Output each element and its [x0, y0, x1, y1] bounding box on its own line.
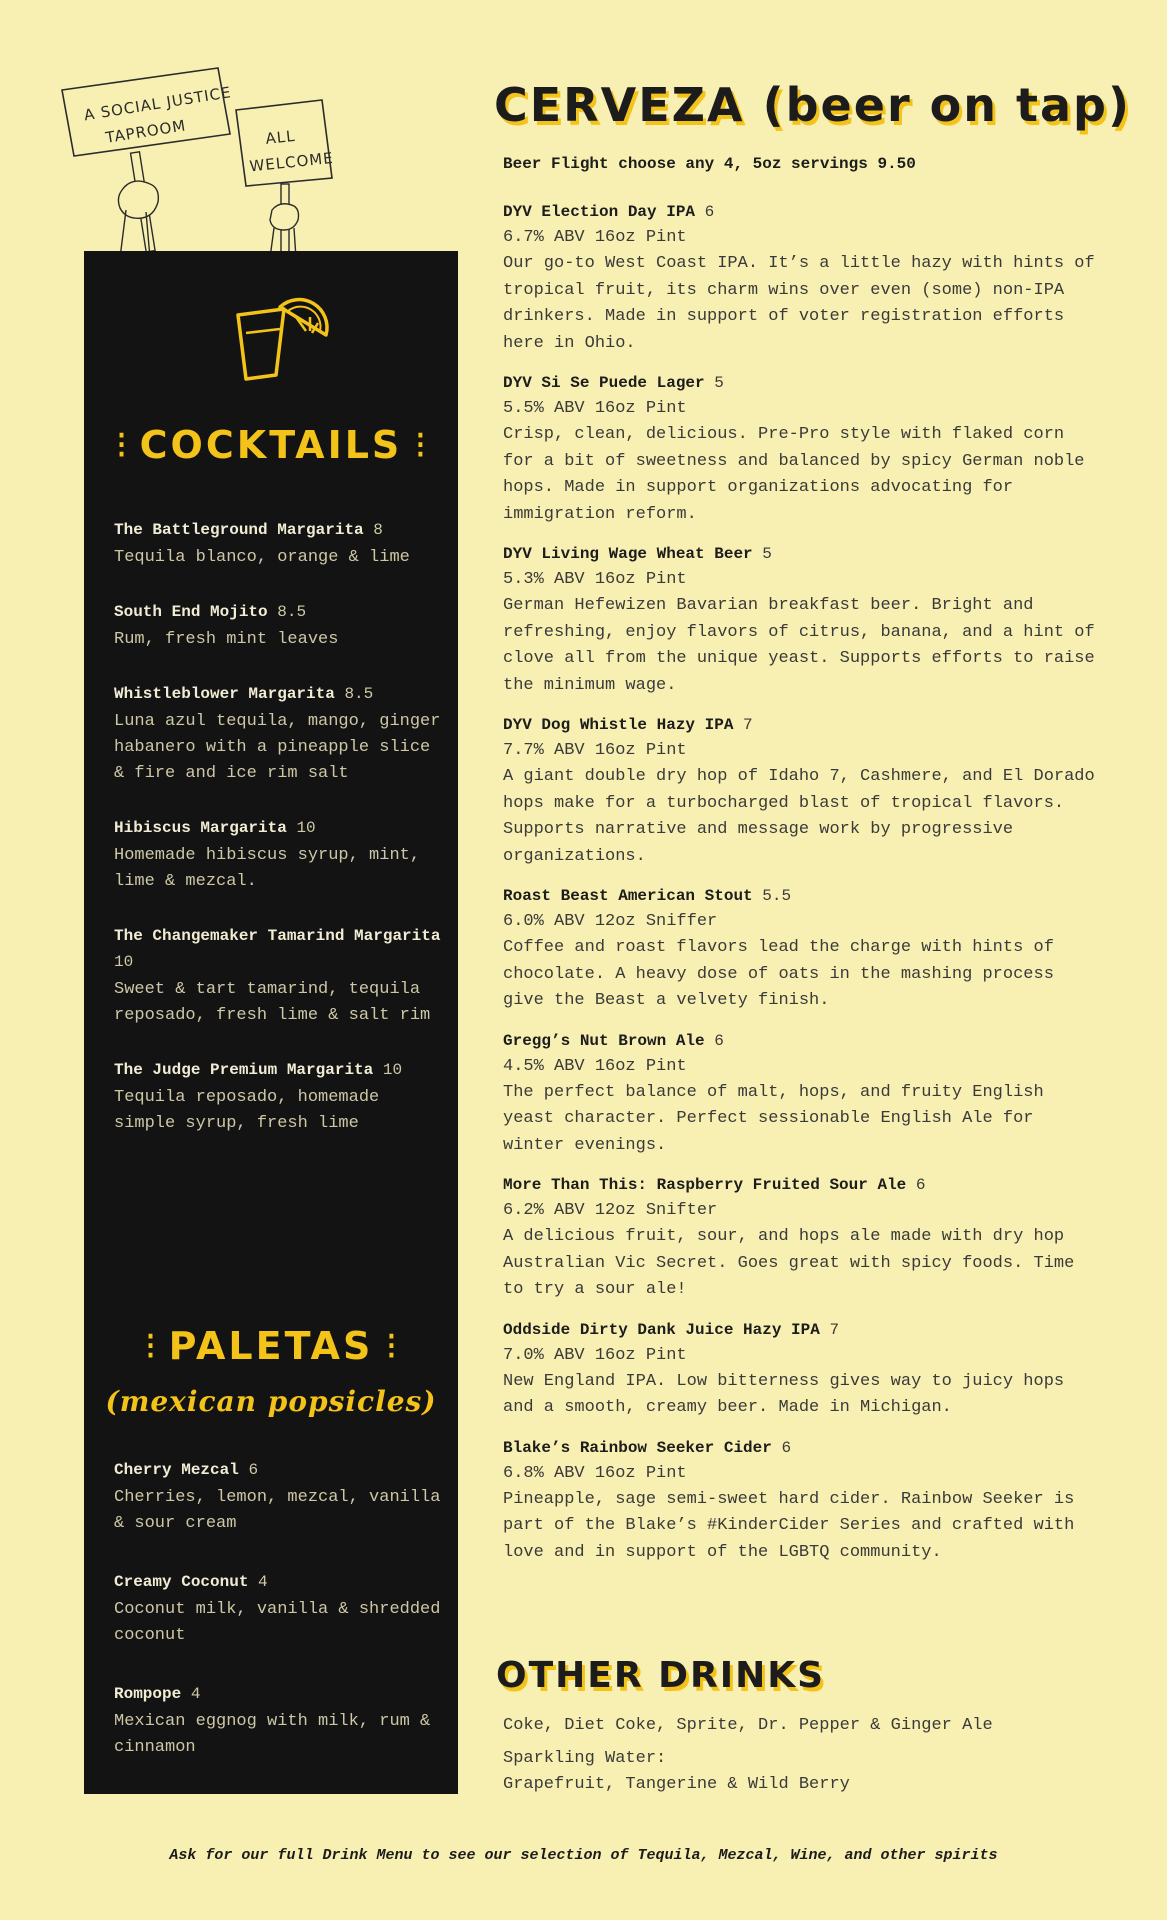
paleta-description: Cherries, lemon, mezcal, vanilla & sour cream	[114, 1488, 441, 1533]
beer-name: DYV Si Se Puede Lager	[503, 374, 705, 392]
sparkle-right-icon: ⁝	[373, 1324, 398, 1368]
cocktail-name-line	[114, 923, 444, 975]
beer-abv: 6.0% ABV 12oz Sniffer	[503, 912, 718, 931]
beer-item	[503, 712, 1103, 870]
paleta-name: Cherry Mezcal	[114, 1461, 239, 1479]
beer-item	[503, 1317, 1103, 1422]
beer-name-line	[503, 370, 1103, 396]
cocktail-name: The Judge Premium Margarita	[114, 1061, 374, 1079]
beer-item	[503, 883, 1103, 1015]
paleta-name-line	[114, 1681, 444, 1707]
paletas-subheading: (mexican popsicles)	[105, 1385, 437, 1418]
beer-name: Gregg’s Nut Brown Ale	[503, 1031, 705, 1050]
paleta-price: 4	[190, 1685, 201, 1703]
cocktail-name-line	[114, 1057, 444, 1083]
beer-abv: 6.2% ABV 12oz Snifter	[503, 1201, 718, 1220]
beer-price: 6	[915, 1176, 926, 1194]
sign-text-all: ALL	[264, 126, 297, 148]
beer-price: 5.5	[762, 887, 792, 905]
footer-note: Ask for our full Drink Menu to see our selection of Tequila, Mezcal, Wine, and other spirits	[169, 1847, 998, 1864]
cocktail-price: 10	[382, 1061, 403, 1079]
beer-flight-line: Beer Flight choose any 4, 5oz servings 9.50	[503, 155, 916, 173]
beer-name-line	[503, 1028, 1103, 1054]
beer-item	[503, 1435, 1103, 1567]
beer-price: 6	[714, 1031, 724, 1050]
cocktail-name-line	[114, 681, 444, 707]
cocktail-description: Luna azul tequila, mango, ginger habanero with a pineapple slice & fire and ice rim salt	[114, 712, 441, 783]
beer-price: 6	[781, 1438, 792, 1457]
cocktail-price: 10	[296, 819, 316, 837]
beer-name: DYV Election Day IPA	[503, 203, 696, 221]
paletas-heading	[84, 1324, 458, 1368]
cocktail-name: Whistleblower Margarita	[114, 685, 335, 703]
cocktail-name: The Changemaker Tamarind Margarita	[114, 927, 441, 945]
cocktail-glass-icon	[226, 283, 336, 383]
paletas-heading-text: PALETAS	[168, 1324, 374, 1368]
beer-name-line	[503, 883, 1103, 909]
paleta-price: 4	[258, 1573, 268, 1591]
paleta-description: Mexican eggnog with milk, rum & cinnamon	[114, 1712, 431, 1757]
cocktail-item	[114, 681, 444, 787]
beer-name: Roast Beast American Stout	[503, 887, 753, 905]
beer-item	[503, 1028, 1103, 1160]
cocktail-name: South End Mojito	[114, 603, 268, 621]
paleta-name-line	[114, 1457, 444, 1483]
other-drinks-sodas: Coke, Diet Coke, Sprite, Dr. Pepper & Ginger Ale	[503, 1716, 993, 1735]
beer-item	[503, 1172, 1103, 1304]
cocktail-item	[114, 923, 444, 1029]
cocktail-item	[114, 517, 444, 571]
beer-list	[503, 199, 1103, 1579]
sign-text-line2: TAPROOM	[104, 116, 188, 147]
beer-abv: 5.3% ABV 16oz Pint	[503, 570, 687, 589]
sparkle-left-icon: ⁝	[115, 423, 140, 467]
cocktail-description: Tequila reposado, homemade simple syrup, fresh lime	[114, 1088, 380, 1133]
cocktail-name: Hibiscus Margarita	[114, 819, 287, 837]
beer-description: Pineapple, sage semi-sweet hard cider. Rainbow Seeker is part of the Blake’s #KinderCider Series and crafted with love and in support of the LGBTQ community.	[503, 1489, 1075, 1562]
beer-name: Oddside Dirty Dank Juice Hazy IPA	[503, 1320, 820, 1339]
beer-abv: 7.7% ABV 16oz Pint	[503, 741, 687, 760]
beer-name: Blake’s Rainbow Seeker Cider	[503, 1438, 772, 1457]
beer-item	[503, 541, 1103, 699]
all-welcome-sign	[236, 100, 335, 258]
cocktails-heading-text: COCKTAILS	[139, 423, 403, 467]
other-drinks-sparkling-flavors: Grapefruit, Tangerine & Wild Berry	[503, 1775, 850, 1794]
other-drinks-list	[503, 1713, 1103, 1798]
paleta-name-line	[114, 1569, 444, 1595]
sparkle-left-icon: ⁝	[144, 1324, 169, 1368]
cocktail-price: 10	[114, 953, 134, 971]
beer-abv: 4.5% ABV 16oz Pint	[503, 1056, 687, 1076]
beer-price: 5	[762, 545, 772, 563]
cocktail-name: The Battleground Margarita	[114, 521, 364, 539]
beer-name: DYV Dog Whistle Hazy IPA	[503, 716, 734, 734]
paleta-item	[114, 1569, 444, 1649]
beer-name-line	[503, 1172, 1103, 1198]
beer-item	[503, 370, 1103, 528]
other-drinks-heading: OTHER DRINKS	[496, 1655, 826, 1696]
beer-name-line	[503, 712, 1103, 738]
cocktail-item	[114, 599, 444, 653]
paleta-price: 6	[248, 1461, 259, 1479]
cocktail-name-line	[114, 599, 444, 625]
cocktails-panel	[84, 251, 458, 1794]
beer-name-line	[503, 1317, 1103, 1343]
beer-abv: 6.7% ABV 16oz Pint	[503, 228, 687, 247]
cocktail-name-line	[114, 815, 444, 841]
beer-item	[503, 199, 1103, 357]
beer-price: 6	[704, 203, 715, 221]
cocktail-item	[114, 815, 444, 895]
beer-abv: 6.8% ABV 16oz Pint	[503, 1463, 687, 1483]
cocktails-heading	[84, 423, 458, 467]
beer-description: A giant double dry hop of Idaho 7, Cashmere, and El Dorado hops make for a turbocharged blast of tropical flavors. Supports narrative and message work by progressive organizations.	[503, 767, 1095, 866]
paleta-description: Coconut milk, vanilla & shredded coconut	[114, 1600, 441, 1645]
paleta-list	[114, 1457, 444, 1793]
beer-abv: 5.5% ABV 16oz Pint	[503, 399, 687, 418]
cocktail-price: 8.5	[277, 603, 307, 621]
sign-text-line1: A SOCIAL JUSTICE	[82, 83, 233, 125]
beer-description: Our go-to West Coast IPA. It’s a little hazy with hints of tropical fruit, its charm wins over even (some) non-IPA drinkers. Made in support of voter registration efforts here in Ohio.	[503, 254, 1095, 353]
beer-description: A delicious fruit, sour, and hops ale made with dry hop Australian Vic Secret. Goes great with spicy foods. Time to try a sour ale!	[503, 1227, 1075, 1299]
paleta-item	[114, 1457, 444, 1537]
beer-price: 7	[829, 1320, 840, 1339]
beer-name-line	[503, 1435, 1103, 1461]
beer-name: More Than This: Raspberry Fruited Sour Ale	[503, 1176, 907, 1194]
beer-heading: CERVEZA (beer on tap)	[494, 78, 1131, 132]
cocktail-description: Tequila blanco, orange & lime	[114, 548, 410, 567]
orange-slice-icon	[280, 300, 327, 335]
social-justice-sign	[62, 68, 233, 258]
cocktail-name-line	[114, 517, 444, 543]
beer-description: The perfect balance of malt, hops, and fruity English yeast character. Perfect sessionable English Ale for winter evenings.	[503, 1082, 1044, 1155]
beer-price: 7	[743, 716, 753, 734]
beer-description: Coffee and roast flavors lead the charge with hints of chocolate. A heavy dose of oats in the mashing process give the Beast a velvety finish.	[503, 938, 1054, 1010]
cocktail-description: Homemade hibiscus syrup, mint, lime & mezcal.	[114, 846, 421, 891]
beer-description: German Hefewizen Bavarian breakfast beer. Bright and refreshing, enjoy flavors of citrus, banana, and a hint of clove all from the unique yeast. Supports efforts to raise the minimum wage.	[503, 596, 1095, 695]
beer-description: New England IPA. Low bitterness gives way to juicy hops and a smooth, creamy beer. Made in Michigan.	[503, 1371, 1065, 1417]
paleta-name: Creamy Coconut	[114, 1573, 249, 1591]
cocktail-price: 8.5	[344, 685, 374, 703]
cocktail-description: Sweet & tart tamarind, tequila reposado, fresh lime & salt rim	[114, 980, 431, 1025]
cocktail-item	[114, 1057, 444, 1137]
cocktail-list	[114, 517, 444, 1165]
beer-description: Crisp, clean, delicious. Pre-Pro style with flaked corn for a bit of sweetness and balanced by spicy German noble hops. Made in support organizations advocating for immigration reform.	[503, 425, 1085, 524]
protest-signs-illustration	[60, 60, 380, 260]
cocktail-price: 8	[373, 521, 383, 539]
cocktail-description: Rum, fresh mint leaves	[114, 630, 339, 649]
other-drinks-sparkling-label: Sparkling Water:	[503, 1749, 667, 1768]
beer-name: DYV Living Wage Wheat Beer	[503, 545, 753, 563]
sparkle-right-icon: ⁝	[402, 423, 427, 467]
beer-name-line	[503, 199, 1103, 225]
paleta-name: Rompope	[114, 1685, 182, 1703]
beer-price: 5	[714, 374, 724, 392]
beer-abv: 7.0% ABV 16oz Pint	[503, 1345, 687, 1365]
paleta-item	[114, 1681, 444, 1761]
sign-text-welcome: WELCOME	[248, 148, 335, 176]
beer-name-line	[503, 541, 1103, 567]
